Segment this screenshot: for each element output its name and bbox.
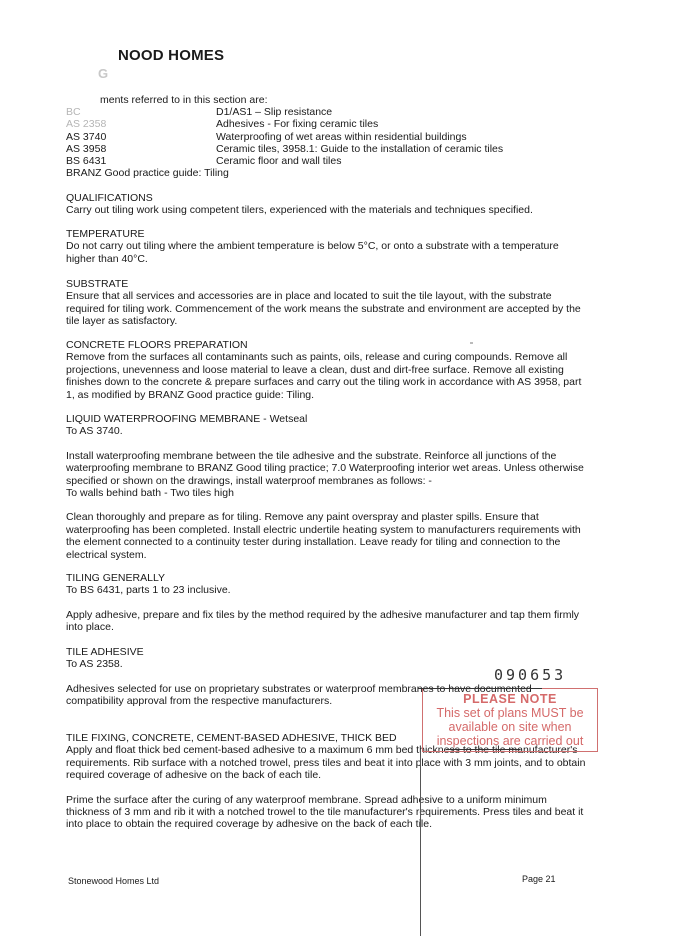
section-heading: TILING GENERALLY xyxy=(66,572,166,584)
section-body: Adhesives selected for use on proprietary substrates or waterproof membranes to have documented compatibility approval from the respective manufacturers. xyxy=(66,682,532,708)
stamp-line: available on site when xyxy=(448,720,572,734)
section-qualifications xyxy=(66,192,586,217)
stamp-line: This set of plans MUST be xyxy=(436,706,584,720)
section-body: Clean thoroughly and prepare as for tiling. Remove any paint overspray and plaster spills. Ensure that waterproofing has been completed. Install electric undertile heating system to manufacturers requirements with the element connected to a continuity tester during installation. Leave ready for tiling and connection to the electrical system. xyxy=(66,511,581,561)
strike-line xyxy=(446,749,520,750)
section-heading: LIQUID WATERPROOFING MEMBRANE - Wetseal xyxy=(66,413,308,425)
section-title: G xyxy=(98,66,109,81)
section-heading: QUALIFICATIONS xyxy=(66,192,153,204)
section-body: Remove from the surfaces all contaminants such as paints, oils, release and curing compounds. Remove all projections, unevenness and loose material to leave a clean, dust and dirt-free surface. Remove all existing finishes down to the concrete & prepare surfaces and carry out the tiling work in accordance with AS 3958, part 1, as modified by BRANZ Good practice guide: Tiling. xyxy=(66,351,582,401)
reference-code: AS 2358 xyxy=(66,118,107,131)
section-body: Install waterproofing membrane between the tile adhesive and the substrate. Reinforce all junctions of the waterproofing membrane to BRANZ Good tiling practice; 7.0 Waterproofing interior wet areas. Unless otherwise specified or shown on the drawings, install waterproof membranes as follows: - xyxy=(66,449,584,487)
stamp-line: inspections are carried out xyxy=(436,734,584,748)
section-body: Apply and float thick bed cement-based adhesive to a maximum 6 mm bed thickness to the tile manufacturer's requirements. Rib surface with a notched trowel, press tiles and beat it into place with 3 mm joints, and to obtain required coverage of adhesive on the back of each tile. xyxy=(66,744,586,782)
section-substrate xyxy=(66,278,586,328)
section-body: Apply adhesive, prepare and fix tiles by the method required by the adhesive manufacturer and tap them firmly into place. xyxy=(66,608,580,634)
section-temperature xyxy=(66,228,586,265)
section-heading: TILE FIXING, CONCRETE, CEMENT-BASED ADHESIVE, THICK BED xyxy=(66,732,397,744)
strike-line xyxy=(418,688,542,689)
section-body: Carry out tiling work using competent tilers, experienced with the materials and techniques specified. xyxy=(66,204,533,217)
section-standard: To BS 6431, parts 1 to 23 inclusive. xyxy=(66,584,231,597)
section-tiling-generally xyxy=(66,572,586,634)
section-heading: TILE ADHESIVE xyxy=(66,646,144,658)
reference-desc: D1/AS1 – Slip resistance xyxy=(216,106,333,118)
footer-page-number: Page 21 xyxy=(522,874,556,884)
section-concrete-floors xyxy=(66,339,586,401)
reference-desc: Waterproofing of wet areas within residential buildings xyxy=(216,130,467,143)
reference-desc: Ceramic floor and wall tiles xyxy=(216,155,342,168)
company-heading: NOOD HOMES xyxy=(118,47,225,64)
section-body: Prime the surface after the curing of any waterproof membrane. Spread adhesive to a uniform minimum thickness of 3 mm and rib it with a notched trowel to the tile manufacturer's requirements. Press tiles and beat it into place to obtain the required coverage by adhesive on the back of each tile. xyxy=(66,793,584,831)
section-heading: TEMPERATURE xyxy=(66,228,145,240)
section-membrane xyxy=(66,413,586,561)
section-body: Ensure that all services and accessories are in place and located to suit the tile layout, with the substrate required for tiling work. Commencement of the work means the substrate and environment are accepted by the tile layer as satisfactory. xyxy=(66,290,581,328)
reference-code: BS 6431 xyxy=(66,155,107,168)
reference-code: AS 3740 xyxy=(66,130,107,143)
reference-guide: BRANZ Good practice guide: Tiling xyxy=(66,167,229,180)
section-standard: To AS 2358. xyxy=(66,658,123,671)
document-number: 090653 xyxy=(494,666,567,684)
footer-company: Stonewood Homes Ltd xyxy=(68,876,160,886)
margin-line xyxy=(420,752,421,936)
please-note-stamp xyxy=(422,688,598,752)
section-heading: CONCRETE FLOORS PREPARATION xyxy=(66,339,248,351)
stamp-title: PLEASE NOTE xyxy=(463,692,557,706)
section-standard: To AS 3740. xyxy=(66,425,123,438)
reference-code: AS 3958 xyxy=(66,142,107,155)
references-intro: ments referred to in this section are: xyxy=(100,94,268,106)
section-heading: SUBSTRATE xyxy=(66,278,129,290)
scan-speck xyxy=(470,342,473,344)
section-body: Do not carry out tiling where the ambient temperature is below 5°C, or onto a substrate with a temperature higher than 40°C. xyxy=(66,240,559,265)
reference-desc: Ceramic tiles, 3958.1: Guide to the installation of ceramic tiles xyxy=(216,142,504,155)
reference-code: BC xyxy=(66,106,81,118)
section-body: To walls behind bath - Two tiles high xyxy=(66,487,234,500)
reference-desc: Adhesives - For fixing ceramic tiles xyxy=(216,118,379,131)
